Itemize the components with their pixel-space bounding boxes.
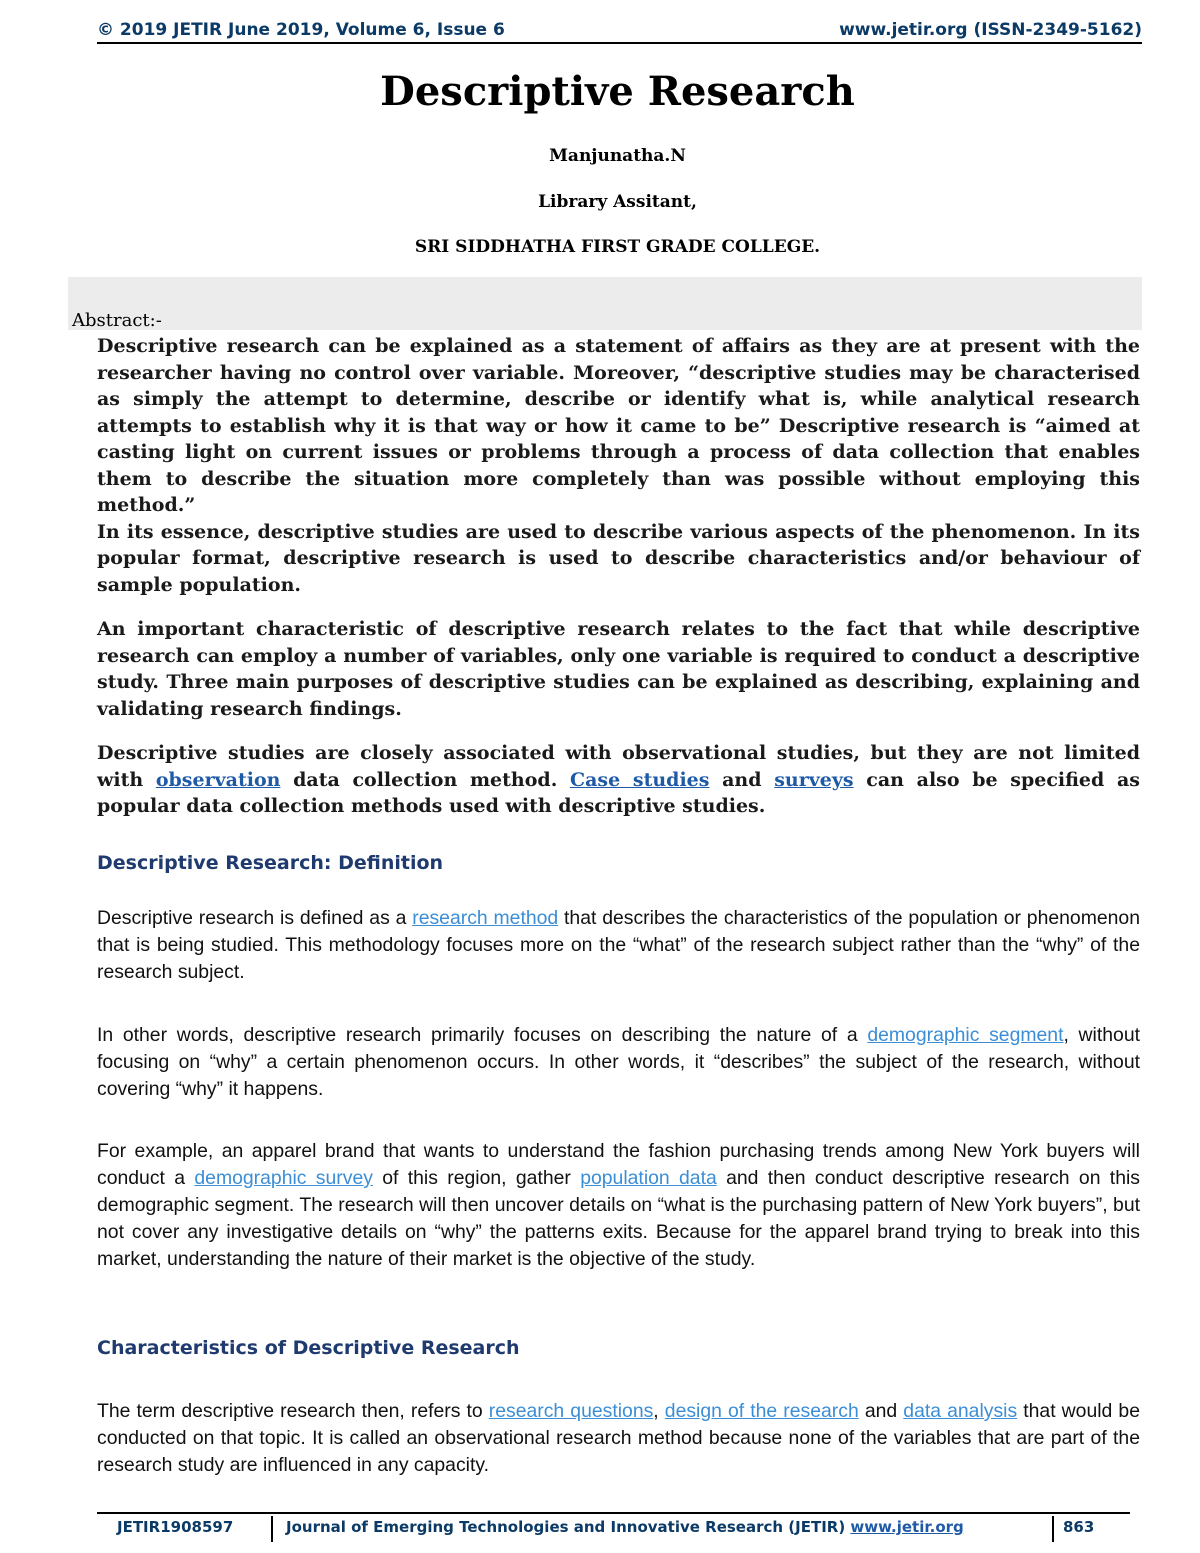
abstract-paragraph-3: An important characteristic of descriptive research relates to the fact that while descriptive research can employ a number of variables, only one variable is required to conduct a descriptive study. Three main purposes of descriptive studies can be explained as describing, explaining and validating research findings. xyxy=(97,618,1140,720)
characteristics-paragraph-1: The term descriptive research then, refers to research questions, design of the research and data analysis that would be conducted on that topic. It is called an observational research method because none of the variables that are part of the research study are influenced in any capacity. xyxy=(97,1400,1140,1476)
section-heading-definition: Descriptive Research: Definition xyxy=(97,852,444,874)
footer-website-link[interactable]: www.jetir.org xyxy=(850,1518,964,1536)
population-data-link[interactable]: population data xyxy=(580,1167,717,1189)
surveys-link[interactable]: surveys xyxy=(774,768,854,791)
footer-journal: Journal of Emerging Technologies and Innovative Research (JETIR) www.jetir.org xyxy=(286,1518,964,1536)
footer-divider-2 xyxy=(1052,1516,1054,1542)
definition-paragraph-3: For example, an apparel brand that wants to understand the fashion purchasing trends among New York buyers will conduct a demographic survey of this region, gather population data and then conduct descriptive research on this demographic segment. The research will then uncover details on “what is the purchasing pattern of New York buyers”, but not cover any investigative details on “why” the patterns exits. Because for the apparel brand trying to break into this market, understanding the nature of their market is the objective of the study. xyxy=(97,1140,1140,1270)
abstract-label: Abstract:- xyxy=(72,310,162,331)
research-method-link[interactable]: research method xyxy=(412,907,559,929)
design-of-research-link[interactable]: design of the research xyxy=(664,1400,859,1422)
author-position: Library Assitant, xyxy=(538,192,697,212)
header-journal-issue: © 2019 JETIR June 2019, Volume 6, Issue 6 xyxy=(97,20,505,40)
author-name: Manjunatha.N xyxy=(549,146,686,166)
author-institution: SRI SIDDHATHA FIRST GRADE COLLEGE. xyxy=(414,237,821,257)
definition-paragraph-1: Descriptive research is defined as a research method that describes the characteristics of the population or phenomenon that is being studied. This methodology focuses more on the “what” of the research subject rather than the “why” of the research subject. xyxy=(97,907,1140,983)
definition-paragraph-2: In other words, descriptive research primarily focuses on describing the nature of a demographic segment, without focusing on “why” a certain phenomenon occurs. In other words, it “describes” the subject of the research, without covering “why” it happens. xyxy=(97,1024,1140,1100)
research-questions-link[interactable]: research questions xyxy=(488,1400,654,1422)
footer-paper-id: JETIR1908597 xyxy=(117,1518,234,1536)
abstract-paragraph-1: Descriptive research can be explained as a statement of affairs as they are at present with the researcher having no control over variable. Moreover, “descriptive studies may be characterised as simply the attempt to determine, describe or identify what is, while analytical research attempts to establish why it is that way or how it came to be” Descriptive research is “aimed at casting light on current issues or problems through a process of data collection that enables them to describe the situation more completely than was possible without employing this method.” xyxy=(97,335,1140,516)
footer-rule xyxy=(97,1512,1130,1514)
footer-page-number: 863 xyxy=(1063,1518,1095,1536)
footer-divider-1 xyxy=(271,1516,273,1542)
abstract-body xyxy=(97,333,1140,820)
data-analysis-link[interactable]: data analysis xyxy=(903,1400,1018,1422)
observation-link[interactable]: observation xyxy=(155,768,281,791)
case-studies-link[interactable]: Case studies xyxy=(569,768,710,791)
abstract-paragraph-2: In its essence, descriptive studies are used to describe various aspects of the phenomenon. In its popular format, descriptive research is used to describe characteristics and/or behaviour of sample population. xyxy=(97,520,1140,596)
header-website-issn: www.jetir.org (ISSN-2349-5162) xyxy=(839,20,1142,40)
abstract-band xyxy=(68,277,1142,330)
paper-title: Descriptive Research xyxy=(380,68,855,115)
abstract-paragraph-4: Descriptive studies are closely associated with observational studies, but they are not limited with observation data collection method. Case studies and surveys can also be specified as popular data collection methods used with descriptive studies. xyxy=(97,742,1140,817)
demographic-segment-link[interactable]: demographic segment xyxy=(867,1024,1064,1046)
running-header xyxy=(97,16,1142,44)
section-heading-characteristics: Characteristics of Descriptive Research xyxy=(97,1337,520,1359)
demographic-survey-link[interactable]: demographic survey xyxy=(194,1167,373,1189)
header-rule xyxy=(97,42,1142,44)
